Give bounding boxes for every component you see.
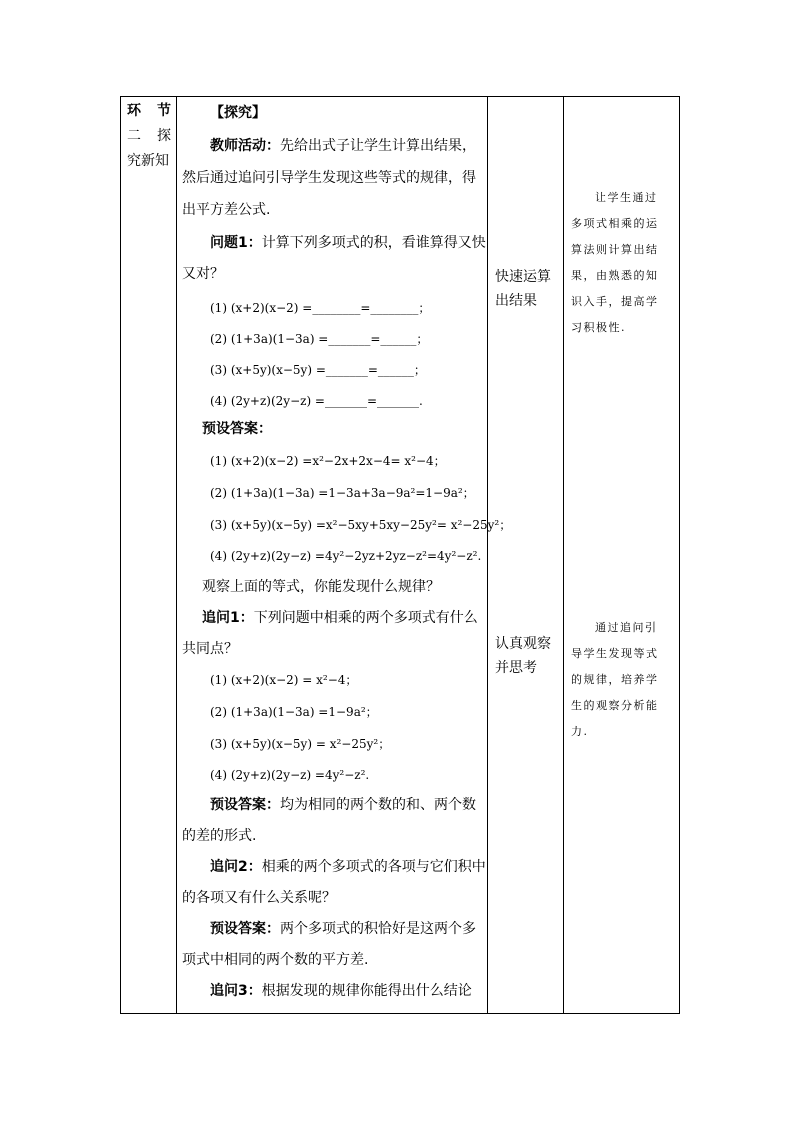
student-activity-line: 出结果 — [495, 293, 537, 309]
preset-answer-label: 预设答案： — [202, 421, 272, 437]
question-1-label: 问题1： — [210, 235, 262, 251]
result-item: (3) (x+5y)(x−5y) = x²−25y²； — [210, 737, 391, 751]
preset-answer-2-line — [182, 795, 512, 815]
student-activity-line: 并思考 — [495, 660, 537, 676]
student-activity-2 — [495, 632, 561, 680]
design-intent-line: 通过追问引 — [595, 621, 658, 634]
design-intent-line: 算法则计算出结 — [571, 243, 659, 256]
exercise-item: (1) (x+2)(x−2) =________=________； — [210, 301, 431, 315]
result-item: (4) (2y+z)(2y−z) =4y²−z². — [210, 768, 370, 782]
answer-item: (3) (x+5y)(x−5y) =x²−5xy+5xy−25y²= x²−25y²； — [210, 518, 512, 532]
student-activity-line: 认真观察 — [495, 636, 551, 652]
stage-line — [121, 124, 177, 149]
design-intent-line: 果，由熟悉的知 — [571, 269, 659, 282]
stage-char: 节 — [157, 103, 171, 119]
lesson-table — [120, 96, 680, 1014]
preset-answer-3-line — [182, 919, 512, 939]
result-item: (2) (1+3a)(1−3a) =1−9a²； — [210, 705, 378, 719]
stage-cell — [121, 99, 177, 174]
design-intent-line: 习积极性. — [571, 321, 626, 334]
follow-up-1-text: 共同点？ — [182, 641, 238, 657]
follow-up-2-label: 追问2： — [210, 859, 262, 875]
student-activity-line: 快速运算 — [495, 269, 551, 285]
design-intent-line: 识入手，提高学 — [571, 295, 659, 308]
preset-answer-text: 均为相同的两个数的和、两个数 — [280, 797, 476, 813]
design-intent-2 — [571, 615, 677, 745]
stage-char: 环 — [127, 103, 141, 119]
design-intent-line: 让学生通过 — [595, 191, 658, 204]
design-intent-line: 导学生发现等式 — [571, 647, 659, 660]
preset-answer-label: 预设答案： — [210, 797, 280, 813]
stage-char: 二 — [127, 128, 141, 144]
column-divider — [563, 97, 564, 1013]
preset-answer-label: 预设答案： — [210, 921, 280, 937]
question-1-text: 又对？ — [182, 266, 224, 282]
question-1-text: 计算下列多项式的积，看谁算得又快 — [261, 235, 486, 251]
stage-line — [121, 99, 177, 124]
follow-up-3-label: 追问3： — [210, 983, 262, 999]
follow-up-1-line — [182, 608, 504, 628]
stage-name: 究新知 — [127, 153, 169, 169]
section-heading: 【探究】 — [210, 105, 266, 121]
answer-item: (1) (x+2)(x−2) =x²−2x+2x−4= x²−4； — [210, 454, 446, 468]
answer-item: (4) (2y+z)(2y−z) =4y²−2yz+2yz−z²=4y²−z². — [210, 549, 482, 563]
observe-prompt: 观察上面的等式，你能发现什么规律？ — [202, 579, 440, 595]
stage-char: 探 — [157, 128, 171, 144]
design-intent-line: 多项式相乘的运 — [571, 217, 659, 230]
follow-up-2-text: 的各项又有什么关系呢？ — [182, 890, 336, 906]
follow-up-3-text: 根据发现的规律你能得出什么结论 — [261, 983, 472, 999]
follow-up-1-text: 下列问题中相乘的两个多项式有什么 — [253, 610, 478, 626]
preset-answer-text: 两个多项式的积恰好是这两个多 — [280, 921, 476, 937]
teacher-activity-label: 教师活动： — [210, 138, 280, 154]
preset-answer-text: 的差的形式. — [182, 828, 257, 844]
follow-up-1-label: 追问1： — [202, 610, 254, 626]
design-intent-line: 生的观察分析能 — [571, 699, 659, 712]
follow-up-2-text: 相乘的两个多项式的各项与它们积中 — [261, 859, 486, 875]
column-divider — [176, 97, 177, 1013]
exercise-item: (4) (2y+z)(2y−z) =_______=_______. — [210, 394, 423, 408]
exercise-item: (3) (x+5y)(x−5y) =_______=______； — [210, 363, 426, 377]
exercise-item: (2) (1+3a)(1−3a) =_______=______； — [210, 332, 429, 346]
teacher-activity-line — [182, 136, 512, 156]
follow-up-3-line — [182, 981, 512, 1001]
preset-answer-text: 项式中相同的两个数的平方差. — [182, 952, 369, 968]
design-intent-line: 的规律，培养学 — [571, 673, 659, 686]
design-intent-line: 力. — [571, 725, 589, 738]
teacher-activity-text: 先给出式子让学生计算出结果， — [280, 138, 476, 154]
answer-item: (2) (1+3a)(1−3a) =1−3a+3a−9a²=1−9a²； — [210, 486, 475, 500]
student-activity-1 — [495, 265, 561, 313]
question-1-line — [182, 233, 512, 253]
teacher-activity-text: 出平方差公式. — [182, 202, 271, 218]
result-item: (1) (x+2)(x−2) = x²−4； — [210, 673, 358, 687]
teacher-activity-text: 然后通过追问引导学生发现这些等式的规律，得 — [182, 170, 476, 186]
follow-up-2-line — [182, 857, 512, 877]
design-intent-1 — [571, 185, 677, 341]
